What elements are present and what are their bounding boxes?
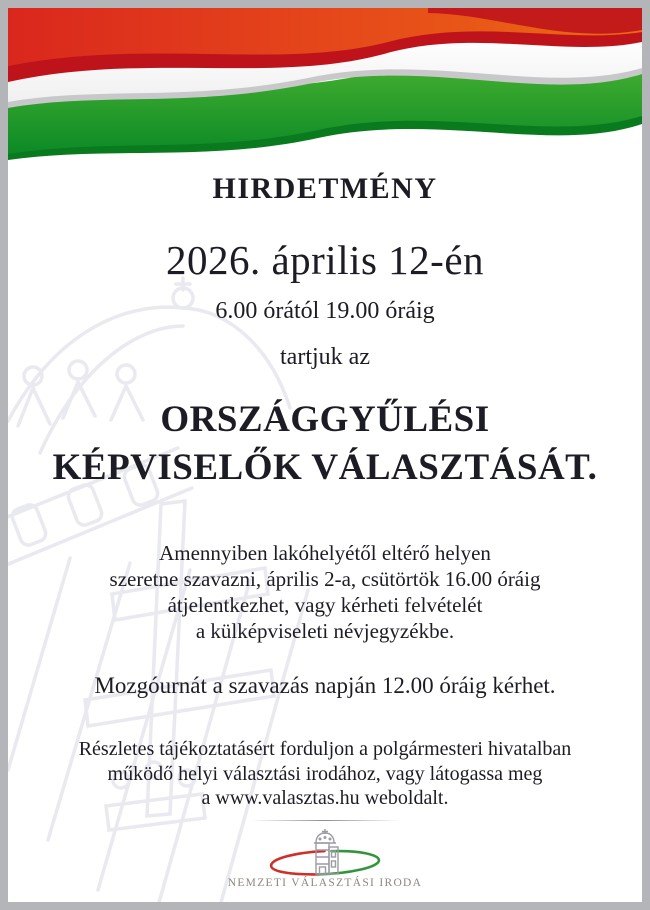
- voting-hours: 6.00 órától 19.00 óráig: [215, 298, 435, 324]
- paragraph-line: Amennyiben lakóhelyétől eltérő helyen: [159, 541, 491, 565]
- org-name-label: NEMZETI VÁLASZTÁSI IRODA: [227, 877, 423, 889]
- election-heading: [8, 396, 642, 492]
- paragraph-line: szeretne szavazni, április 2-a, csütörtök 16.00 óráig: [109, 567, 541, 591]
- footer-divider: [250, 820, 400, 821]
- further-information-paragraph: [8, 737, 642, 811]
- election-heading-line1: ORSZÁGGYŰLÉSI: [160, 399, 490, 440]
- transfer-registration-paragraph: [8, 540, 642, 644]
- hungarian-flag-ribbon-icon: [8, 8, 642, 166]
- paragraph-line: a külképviseleti névjegyzékbe.: [195, 619, 455, 643]
- connector-text: tartjuk az: [280, 344, 370, 370]
- page-title: HIRDETMÉNY: [212, 172, 438, 205]
- election-date: 2026. április 12-én: [165, 237, 485, 283]
- paragraph-line: Részletes tájékoztatásért forduljon a polgármesteri hivatalban: [78, 738, 572, 760]
- election-heading-line2: KÉPVISELŐK VÁLASZTÁSÁT.: [52, 447, 598, 488]
- mobile-ballot-line: Mozgóurnát a szavazás napján 12.00 óráig kérhet.: [94, 673, 556, 698]
- paragraph-line: a www.valasztas.hu weboldalt.: [201, 787, 449, 809]
- nvi-logo-icon: [250, 826, 400, 878]
- paragraph-line: működő helyi választási irodához, vagy látogassa meg: [107, 762, 543, 785]
- paragraph-line: átjelentkezhet, vagy kérheti felvételét: [167, 593, 483, 617]
